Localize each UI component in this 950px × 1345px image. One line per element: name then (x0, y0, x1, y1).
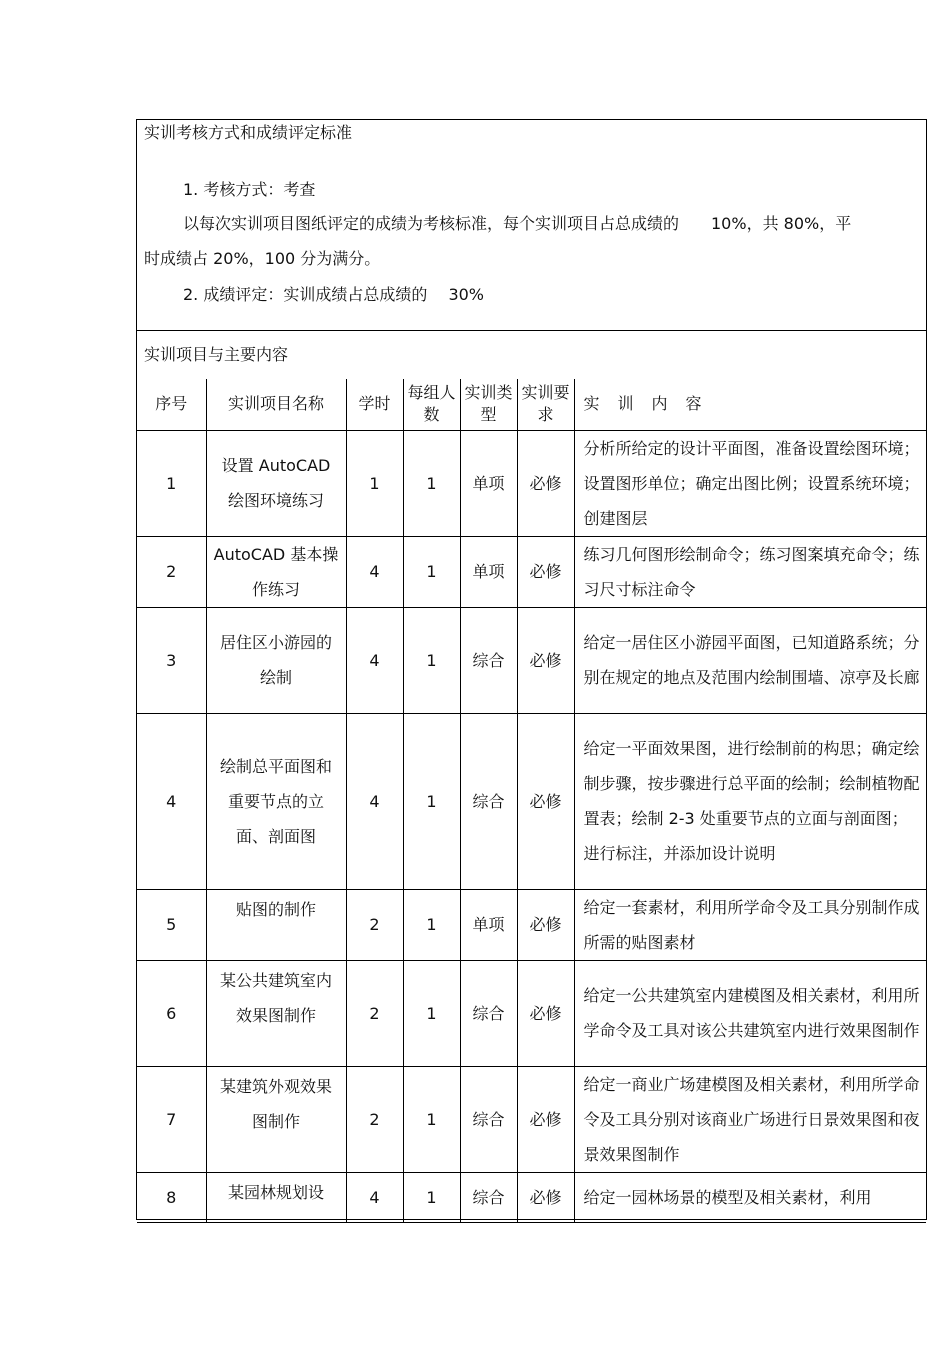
row-requirement: 必修 (517, 1172, 574, 1222)
row-name: AutoCAD 基本操作练习 (206, 536, 346, 607)
row-requirement: 必修 (517, 607, 574, 713)
table-row (137, 607, 926, 713)
row-requirement: 必修 (517, 430, 574, 536)
row-no: 5 (137, 889, 206, 960)
row-hours: 2 (346, 889, 403, 960)
table-header-row (137, 379, 926, 430)
row-content: 给定一公共建筑室内建模图及相关素材，利用所学命令及工具对该公共建筑室内进行效果图制作 (574, 960, 926, 1066)
header-requirement: 实训要求 (517, 379, 574, 430)
row-no: 6 (137, 960, 206, 1066)
table-row (137, 713, 926, 889)
row-name: 绘制总平面图和重要节点的立面、剖面图 (206, 713, 346, 889)
assessment-method-line: 1. 考核方式：考查 (183, 180, 316, 199)
row-requirement: 必修 (517, 536, 574, 607)
table-row (137, 960, 926, 1066)
row-content: 分析所给定的设计平面图，准备设置绘图环境；设置图形单位；确定出图比例；设置系统环境；创建图层 (574, 430, 926, 536)
projects-section-title: 实训项目与主要内容 (144, 345, 289, 364)
row-hours: 4 (346, 713, 403, 889)
row-content: 给定一套素材，利用所学命令及工具分别制作成所需的贴图素材 (574, 889, 926, 960)
row-group-size: 1 (403, 607, 460, 713)
header-type: 实训类型 (460, 379, 517, 430)
header-no: 序号 (137, 379, 206, 430)
assessment-standard-line2: 时成绩占 20%，100 分为满分。 (144, 249, 381, 268)
row-requirement: 必修 (517, 713, 574, 889)
row-content: 给定一居住区小游园平面图，已知道路系统；分别在规定的地点及范围内绘制围墙、凉亭及长廊 (574, 607, 926, 713)
row-hours: 2 (346, 1066, 403, 1172)
row-name: 贴图的制作 (206, 889, 346, 960)
row-name: 某园林规划设 (206, 1172, 346, 1222)
row-hours: 1 (346, 430, 403, 536)
row-type: 综合 (460, 607, 517, 713)
row-group-size: 1 (403, 430, 460, 536)
table-row (137, 1066, 926, 1172)
row-no: 7 (137, 1066, 206, 1172)
row-type: 综合 (460, 960, 517, 1066)
row-name: 设置 AutoCAD 绘图环境练习 (206, 430, 346, 536)
table-row (137, 536, 926, 607)
table-row (137, 889, 926, 960)
row-name: 某建筑外观效果图制作 (206, 1066, 346, 1172)
row-type: 单项 (460, 889, 517, 960)
assessment-section-title: 实训考核方式和成绩评定标准 (144, 123, 353, 142)
row-type: 综合 (460, 1066, 517, 1172)
row-no: 8 (137, 1172, 206, 1222)
document-frame (136, 119, 927, 1220)
row-type: 单项 (460, 536, 517, 607)
assessment-standard-line1: 以每次实训项目图纸评定的成绩为考核标准，每个实训项目占总成绩的 10%，共 80%，平 (183, 214, 852, 233)
grade-evaluation-line: 2. 成绩评定：实训成绩占总成绩的 30% (183, 285, 485, 304)
row-requirement: 必修 (517, 1066, 574, 1172)
row-no: 3 (137, 607, 206, 713)
header-hours: 学时 (346, 379, 403, 430)
row-hours: 4 (346, 607, 403, 713)
row-group-size: 1 (403, 536, 460, 607)
row-name: 居住区小游园的绘制 (206, 607, 346, 713)
row-no: 4 (137, 713, 206, 889)
section-divider (137, 330, 926, 331)
row-content: 练习几何图形绘制命令；练习图案填充命令；练习尺寸标注命令 (574, 536, 926, 607)
row-name: 某公共建筑室内效果图制作 (206, 960, 346, 1066)
row-type: 综合 (460, 713, 517, 889)
row-hours: 2 (346, 960, 403, 1066)
table-row (137, 1172, 926, 1222)
row-hours: 4 (346, 536, 403, 607)
row-group-size: 1 (403, 1066, 460, 1172)
row-group-size: 1 (403, 960, 460, 1066)
row-content: 给定一商业广场建模图及相关素材，利用所学命令及工具分别对该商业广场进行日景效果图和夜景效果图制作 (574, 1066, 926, 1172)
row-type: 综合 (460, 1172, 517, 1222)
row-no: 1 (137, 430, 206, 536)
header-name: 实训项目名称 (206, 379, 346, 430)
header-content: 实训内容 (574, 379, 926, 430)
header-group-size: 每组人数 (403, 379, 460, 430)
row-group-size: 1 (403, 1172, 460, 1222)
row-requirement: 必修 (517, 960, 574, 1066)
row-type: 单项 (460, 430, 517, 536)
table-row (137, 430, 926, 536)
training-projects-table (137, 379, 926, 1223)
row-content: 给定一平面效果图，进行绘制前的构思；确定绘制步骤，按步骤进行总平面的绘制；绘制植物配置表；绘制 2-3 处重要节点的立面与剖面图；进行标注，并添加设计说明 (574, 713, 926, 889)
row-content: 给定一园林场景的模型及相关素材，利用 (574, 1172, 926, 1222)
row-hours: 4 (346, 1172, 403, 1222)
row-group-size: 1 (403, 889, 460, 960)
row-requirement: 必修 (517, 889, 574, 960)
row-group-size: 1 (403, 713, 460, 889)
row-no: 2 (137, 536, 206, 607)
